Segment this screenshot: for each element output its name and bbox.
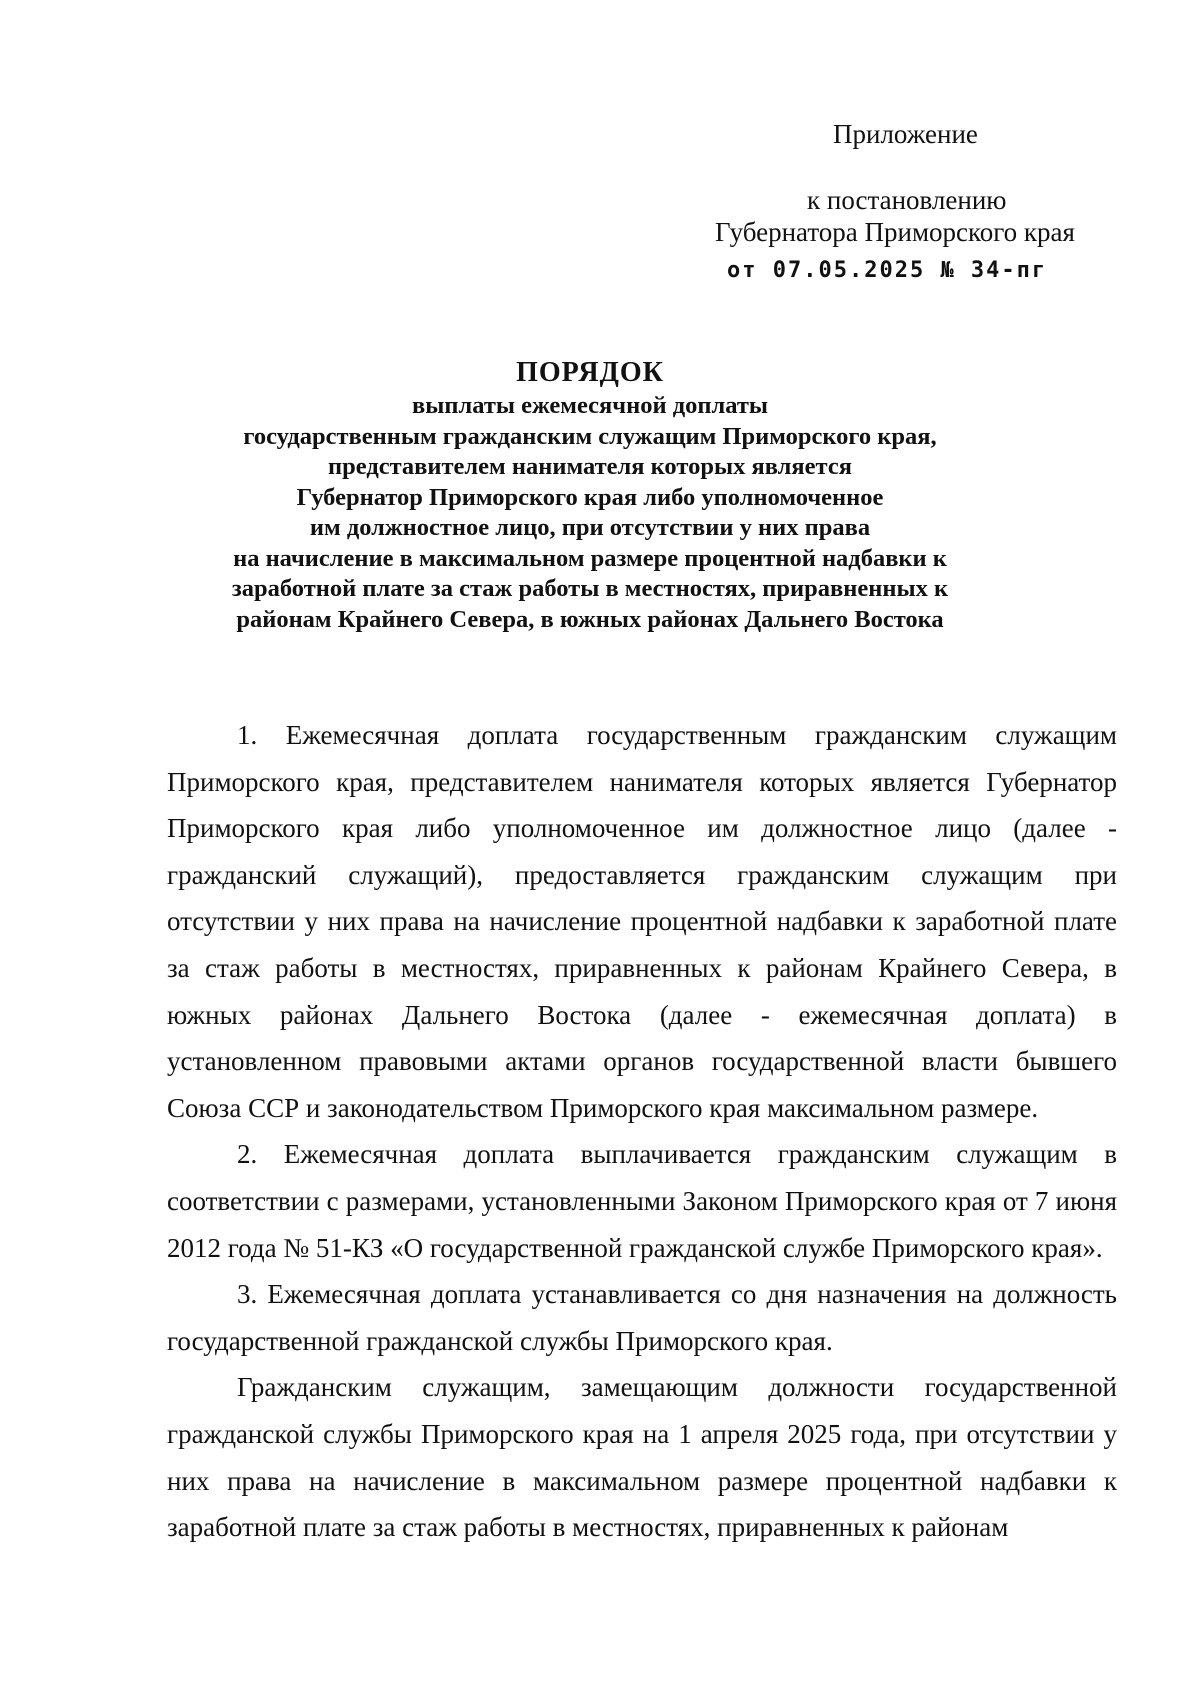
heading-line: Губернатор Приморского края либо уполномоченное: [296, 483, 884, 511]
appendix-authority: Губернатора Приморского края: [715, 217, 1075, 247]
heading-line: выплаты ежемесячной доплаты: [411, 392, 768, 419]
decree-number: от 07.05.2025 № 34-пг: [727, 258, 1048, 283]
document-heading: [150, 355, 1030, 635]
heading-line: государственным гражданским служащим Приморского края,: [243, 422, 937, 450]
paragraph-4: Гражданским служащим, замещающим должности государственной гражданской службы Приморского края на 1 апреля 2025 года, при отсутствии у них права на начисление в максимальном размере процентной надбавки к заработной плате за стаж работы в местностях, приравненных к районам: [167, 1372, 1117, 1543]
paragraph-1: 1. Ежемесячная доплата государственным гражданским служащим Приморского края, представителем нанимателя которых является Губернатор Приморского края либо уполномоченное им должностное лицо (далее - гражданский служащий), предоставляется гражданским служащим при отсутствии у них права на начисление процентной надбавки к заработной плате за стаж работы в местностях, приравненных к районам Крайнего Севера, в южных районах Дальнего Востока (далее - ежемесячная доплата) в установленном правовыми актами органов государственной власти бывшего Союза ССР и законодательством Приморского края максимальном размере.: [167, 720, 1117, 1123]
appendix-reference: к постановлению: [807, 185, 1007, 215]
paragraph-2: 2. Ежемесячная доплата выплачивается гражданским служащим в соответствии с размерами, установленными Законом Приморского края от 7 июня 2012 года № 51-КЗ «О государственной гражданской службе Приморского края».: [167, 1139, 1117, 1263]
heading-line: заработной плате за стаж работы в местностях, приравненных к: [231, 575, 949, 602]
appendix-title: Приложение: [833, 119, 978, 149]
heading-line: представителем нанимателя которых является: [328, 453, 852, 480]
paragraph-3: 3. Ежемесячная доплата устанавливается со дня назначения на должность государственной гражданской службы Приморского края.: [167, 1279, 1117, 1356]
heading-line: районам Крайнего Севера, в южных районах Дальнего Востока: [236, 605, 944, 633]
heading-line: на начисление в максимальном размере процентной надбавки к: [233, 544, 947, 572]
document-title: ПОРЯДОК: [516, 357, 664, 388]
heading-line: им должностное лицо, при отсутствии у них права: [309, 514, 871, 541]
document-body: [167, 712, 1117, 1551]
